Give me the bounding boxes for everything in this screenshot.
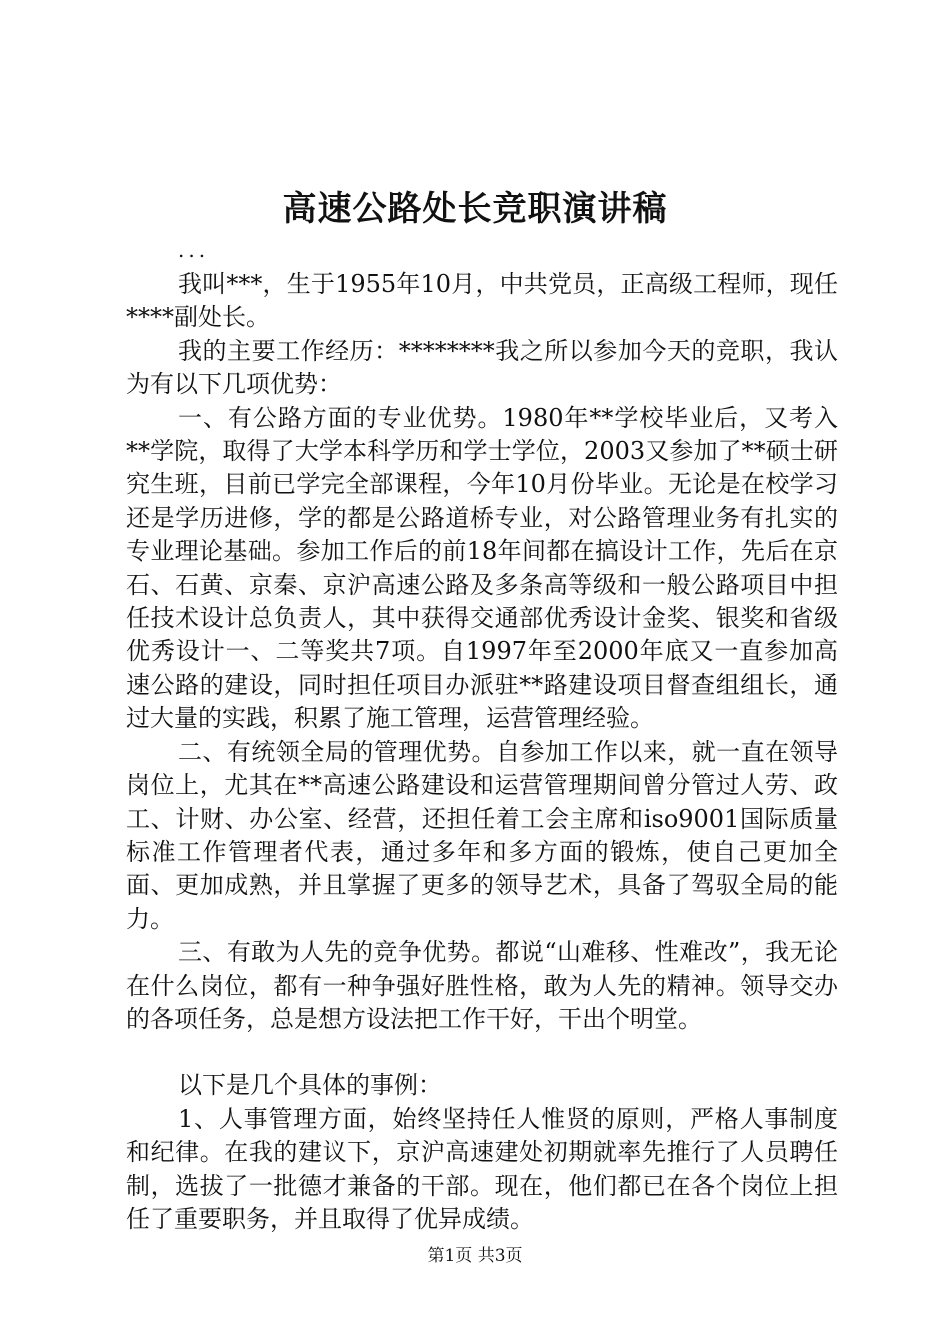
paragraph-advantage-1: 一、有公路方面的专业优势。1980年**学校毕业后，又考入**学院，取得了大学本科学历和学士学位，2003又参加了**硕士研究生班，目前已学完全部课程，今年10月份毕业。无论是在校学习还是学历进修，学的都是公路道桥专业，对公路管理业务有扎实的专业理论基础。参加工作后的前18年间都在搞设计工作，先后在京石、石黄、京秦、京沪高速公路及多条高等级和一般公路项目中担任技术设计总负责人，其中获得交通部优秀设计金奖、银奖和省级优秀设计一、二等奖共7项。自1997年至2000年底又一直参加高速公路的建设，同时担任项目办派驻**路建设项目督查组组长，通过大量的实践，积累了施工管理，运营管理经验。 (126, 403, 838, 733)
page-footer: 第1页 共3页 (427, 1246, 523, 1266)
paragraph-example-1: 1、人事管理方面，始终坚持任人惟贤的原则，严格人事制度和纪律。在我的建议下，京沪高速建处初期就率先推行了人员聘任制，选拔了一批德才兼备的干部。现在，他们都已在各个岗位上担任了重要职务，并且取得了优异成绩。 (126, 1104, 838, 1233)
paragraph-intro: 我叫***，生于1955年10月，中共党员，正高级工程师，现任****副处长。 (126, 270, 838, 332)
paragraph-advantage-2: 二、有统领全局的管理优势。自参加工作以来，就一直在领导岗位上，尤其在**高速公路建设和运营管理期间曾分管过人劳、政工、计财、办公室、经营，还担任着工会主席和iso9001国际质量标准工作管理者代表，通过多年和多方面的锻炼，使自己更加全面、更加成熟，并且掌握了更多的领导艺术，具备了驾驭全局的能力。 (126, 737, 838, 933)
document-body (126, 268, 838, 1236)
document-title: 高速公路处长竞职演讲稿 (282, 189, 668, 229)
paragraph-experience: 我的主要工作经历：********我之所以参加今天的竞职，我认为有以下几项优势： (126, 336, 838, 399)
ellipsis-text: ... (178, 238, 210, 262)
paragraph-examples-heading: 以下是几个具体的事例： (178, 1071, 442, 1100)
paragraph-advantage-3: 三、有敢为人先的竞争优势。都说“山难移、性难改”，我无论在什么岗位，都有一种争强好胜性格，敢为人先的精神。领导交办的各项任务，总是想方设法把工作干好，干出个明堂。 (126, 938, 838, 1033)
